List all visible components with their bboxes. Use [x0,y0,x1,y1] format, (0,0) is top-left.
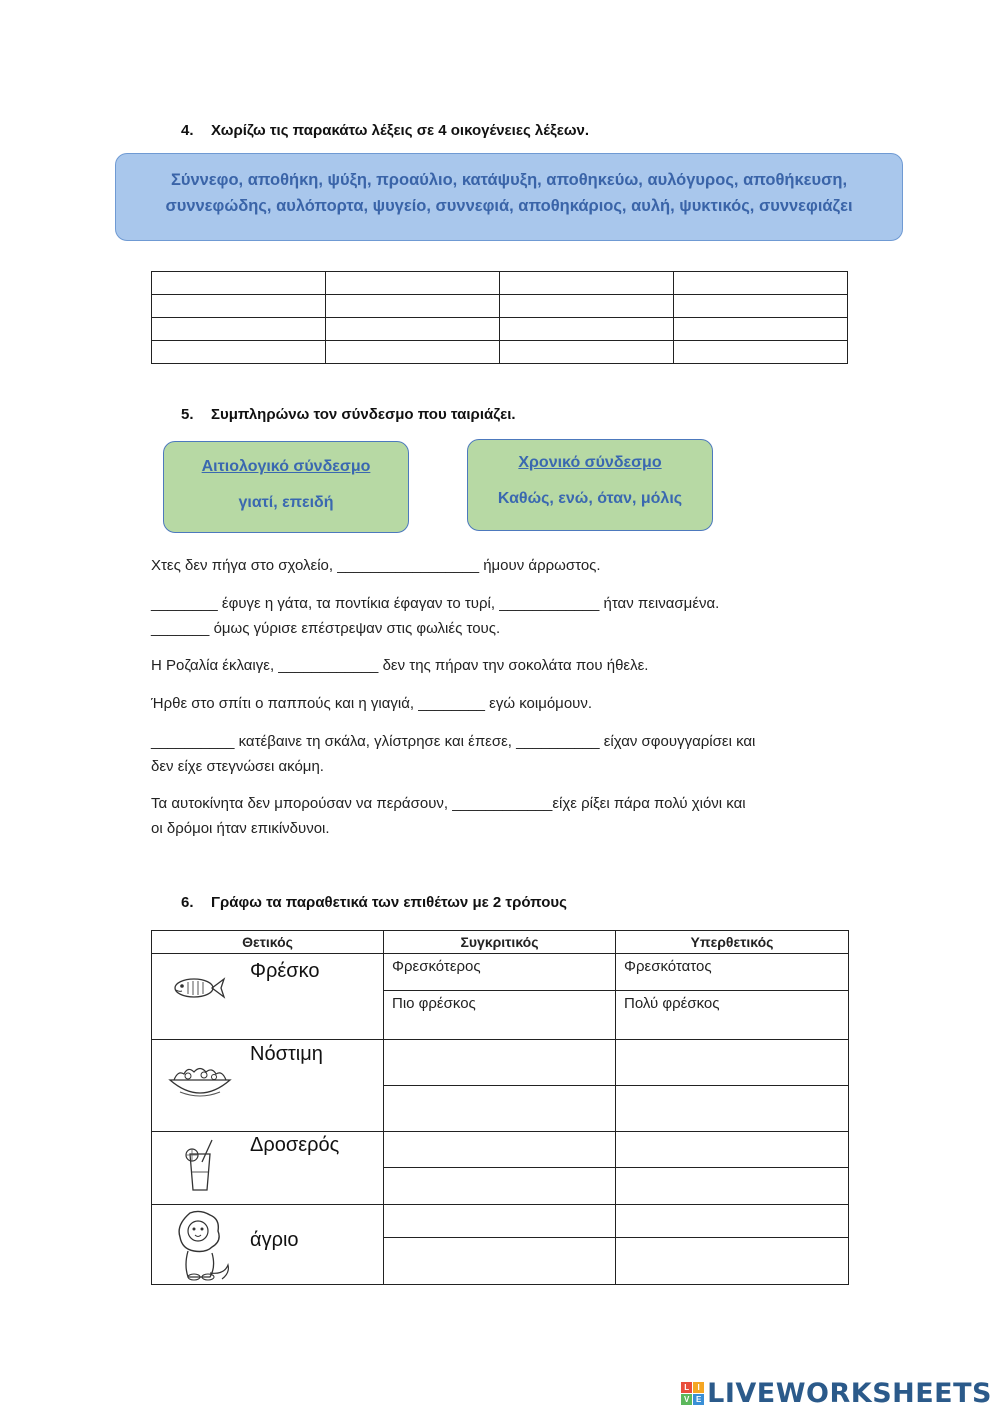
comparative-cell[interactable] [384,1132,616,1168]
comparative-cell[interactable] [384,1086,616,1132]
superlative-cell[interactable] [616,1205,849,1238]
section5-number: 5. [181,406,194,423]
word-family-cell[interactable] [674,295,848,318]
liveworksheets-logo [681,1378,992,1409]
word-family-cell[interactable] [326,272,500,295]
superlative-cell: Φρεσκότατος [616,954,849,991]
word-family-cell[interactable] [500,341,674,364]
sentence-3[interactable]: Η Ροζαλία έκλαιγε, ____________ δεν της πήραν την σοκολάτα που ήθελε. [151,657,649,674]
logo-badge-letter: V [681,1394,692,1405]
sentence-2[interactable]: ________ έφυγε η γάτα, τα ποντίκια έφαγαν το τυρί, ____________ ήταν πεινασμένα. [151,595,720,612]
temporal-conjunction-box [467,439,713,531]
superlative-cell[interactable] [616,1132,849,1168]
section5-heading [181,406,516,423]
word-family-cell[interactable] [674,341,848,364]
section6-heading [181,894,567,911]
word-family-cell[interactable] [500,295,674,318]
sentence-1[interactable]: Χτες δεν πήγα στο σχολείο, _________________ ήμουν άρρωστος. [151,557,601,574]
table-row [152,295,848,318]
comparative-cell[interactable] [384,1238,616,1285]
table-row [152,1040,849,1086]
word-family-cell[interactable] [152,341,326,364]
positive-cell [152,1205,384,1285]
comparative-cell: Πιο φρέσκος [384,991,616,1040]
header-positive: Θετικός [152,931,384,954]
lion-icon [166,1209,236,1283]
salad-icon [166,1062,234,1102]
sentence-6-continued: οι δρόμοι ήταν επικίνδυνοι. [151,820,330,837]
temporal-box-title: Χρονικό σύνδεσμο [518,454,662,471]
superlative-cell: Πολύ φρέσκος [616,991,849,1040]
table-row [152,318,848,341]
comparative-cell[interactable] [384,1205,616,1238]
adjective-label: Νόστιμη [250,1043,323,1065]
comparative-cell[interactable] [384,1040,616,1086]
superlative-cell[interactable] [616,1040,849,1086]
causal-box-words: γιατί, επειδή [238,494,334,511]
section4-heading-text: Χωρίζω τις παρακάτω λέξεις σε 4 οικογένειες λέξεων. [211,122,590,139]
positive-cell [152,954,384,1040]
word-family-cell[interactable] [152,272,326,295]
sentence-5-continued: δεν είχε στεγνώσει ακόμη. [151,758,324,775]
word-list-box [115,153,903,241]
positive-cell [152,1040,384,1132]
sentence-4[interactable]: Ήρθε στο σπίτι ο παππούς και η γιαγιά, ________ εγώ κοιμόμουν. [151,695,593,712]
logo-badge-letter: I [693,1382,704,1393]
word-family-cell[interactable] [674,318,848,341]
logo-badge-letter: L [681,1382,692,1393]
word-family-table [151,271,848,364]
logo-badge-letter: E [693,1394,704,1405]
superlative-cell[interactable] [616,1168,849,1205]
superlative-cell[interactable] [616,1086,849,1132]
logo-text: LIVEWORKSHEETS [707,1378,992,1409]
table-row [152,272,848,295]
word-family-cell[interactable] [500,318,674,341]
comparative-cell: Φρεσκότερος [384,954,616,991]
section6-heading-text: Γράφω τα παραθετικά των επιθέτων με 2 τρόπους [211,894,567,911]
word-family-cell[interactable] [152,318,326,341]
logo-badge [681,1382,704,1405]
section4-heading [181,122,589,139]
superlative-cell[interactable] [616,1238,849,1285]
temporal-box-words: Καθώς, ενώ, όταν, μόλις [497,490,683,507]
header-comparative: Συγκριτικός [384,931,616,954]
word-family-cell[interactable] [152,295,326,318]
word-list-line-1: Σύννεφο, αποθήκη, ψύξη, προαύλιο, κατάψυξη, αποθηκεύω, αυλόγυρος, αποθήκευση, [170,171,848,189]
section4-number: 4. [181,122,194,139]
causal-box-title: Αιτιολογικό σύνδεσμο [201,458,371,475]
table-row [152,341,848,364]
positive-cell [152,1132,384,1205]
word-family-cell[interactable] [326,295,500,318]
table-row [152,1205,849,1238]
fish-icon [170,968,226,1008]
comparative-cell[interactable] [384,1168,616,1205]
table-row [152,1132,849,1168]
adjective-label: άγριο [250,1229,299,1251]
table-header-row [152,931,849,954]
word-family-cell[interactable] [326,341,500,364]
drink-icon [180,1138,220,1194]
word-family-cell[interactable] [500,272,674,295]
causal-conjunction-box [163,441,409,533]
adjective-label: Δροσερός [250,1134,340,1156]
header-superlative: Υπερθετικός [616,931,849,954]
section5-heading-text: Συμπληρώνω τον σύνδεσμο που ταιριάζει. [211,406,516,423]
word-list-line-2: συννεφώδης, αυλόπορτα, ψυγείο, συννεφιά, αποθηκάριος, αυλή, ψυκτικός, συννεφιάζει [165,197,853,215]
sentence-2-continued[interactable]: _______ όμως γύρισε επέστρεψαν στις φωλιές τους. [151,620,501,637]
section6-number: 6. [181,894,194,911]
table-row [152,954,849,991]
sentence-5[interactable]: __________ κατέβαινε τη σκάλα, γλίστρησε και έπεσε, __________ είχαν σφουγγαρίσει και [151,733,756,750]
comparison-table [151,930,849,1285]
word-family-cell[interactable] [326,318,500,341]
sentence-6[interactable]: Τα αυτοκίνητα δεν μπορούσαν να περάσουν, ____________είχε ρίξει πάρα πολύ χιόνι και [151,795,746,812]
adjective-label: Φρέσκο [250,960,320,982]
word-family-cell[interactable] [674,272,848,295]
